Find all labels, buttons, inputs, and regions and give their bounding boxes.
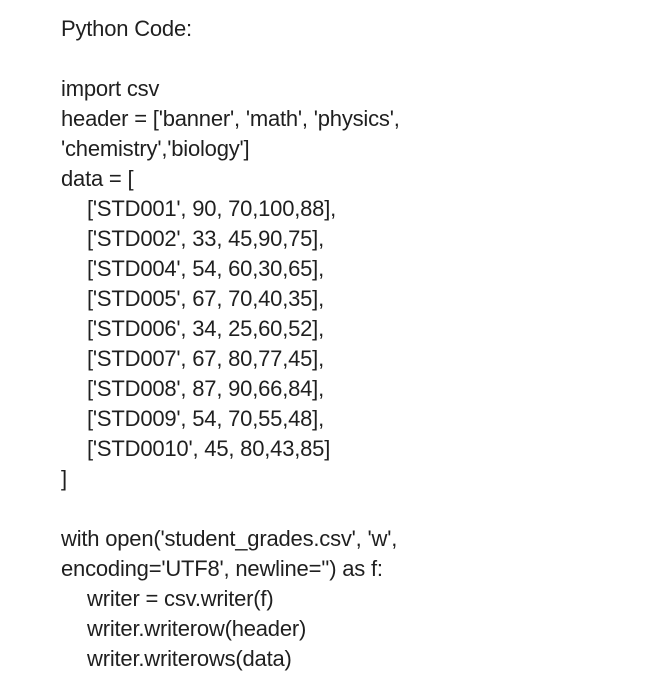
- with-open-line-2: encoding='UTF8', newline='') as f:: [61, 556, 383, 581]
- import-statement: import csv: [61, 76, 160, 101]
- blank-line: [61, 494, 631, 524]
- header-assignment-line-1: header = ['banner', 'math', 'physics',: [61, 106, 400, 131]
- data-row: ['STD006', 34, 25,60,52],: [87, 316, 325, 341]
- data-row: ['STD007', 67, 80,77,45],: [87, 346, 325, 371]
- data-row: ['STD0010', 45, 80,43,85]: [87, 436, 331, 461]
- data-row: ['STD004', 54, 60,30,65],: [87, 256, 325, 281]
- data-row: ['STD008', 87, 90,66,84],: [87, 376, 325, 401]
- data-row: ['STD002', 33, 45,90,75],: [87, 226, 325, 251]
- data-row: ['STD005', 67, 70,40,35],: [87, 286, 325, 311]
- with-open-line-1: with open('student_grades.csv', 'w',: [61, 526, 398, 551]
- code-document: [61, 14, 631, 674]
- data-assignment-open: data = [: [61, 166, 134, 191]
- with-body-line: writer.writerow(header): [87, 616, 307, 641]
- blank-line: [61, 44, 631, 74]
- header-assignment-line-2: 'chemistry','biology']: [61, 136, 250, 161]
- data-assignment-close: ]: [61, 466, 67, 491]
- with-body-line: writer.writerows(data): [87, 646, 292, 671]
- data-row: ['STD009', 54, 70,55,48],: [87, 406, 325, 431]
- data-row: ['STD001', 90, 70,100,88],: [87, 196, 337, 221]
- with-body-line: writer = csv.writer(f): [87, 586, 274, 611]
- code-heading: Python Code:: [61, 16, 192, 41]
